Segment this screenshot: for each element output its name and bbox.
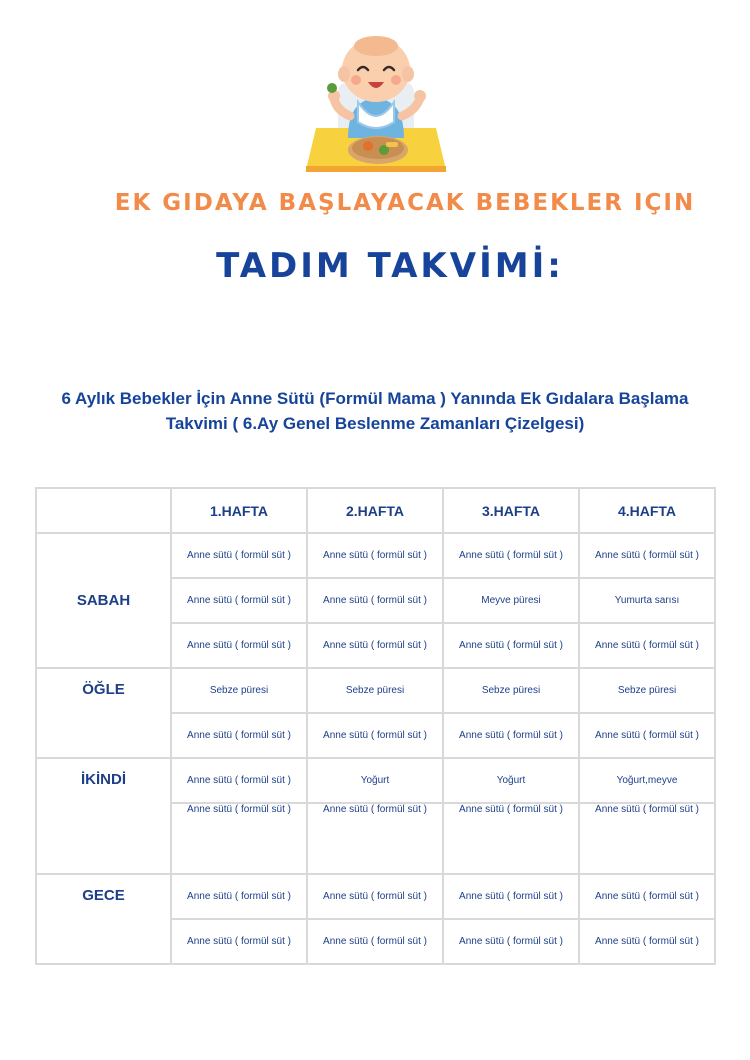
week-header: 3.HAFTA	[443, 488, 579, 533]
table-row	[36, 668, 715, 713]
table-cell: Anne sütü ( formül süt )	[171, 919, 307, 964]
table-cell: Anne sütü ( formül süt )	[171, 803, 307, 874]
table-cell: Anne sütü ( formül süt )	[579, 533, 715, 578]
table-header-row	[36, 488, 715, 533]
table-cell: Anne sütü ( formül süt )	[307, 713, 443, 758]
period-cell-ogle	[36, 668, 171, 758]
baby-eating-illustration	[298, 30, 454, 176]
table-cell: Anne sütü ( formül süt )	[307, 919, 443, 964]
schedule-table	[35, 487, 716, 965]
table-cell: Anne sütü ( formül süt )	[171, 533, 307, 578]
table-row	[36, 758, 715, 803]
table-cell: Sebze püresi	[307, 668, 443, 713]
table-cell: Anne sütü ( formül süt )	[443, 803, 579, 874]
week-header: 2.HAFTA	[307, 488, 443, 533]
table-cell: Sebze püresi	[171, 668, 307, 713]
table-row	[36, 533, 715, 578]
table-cell: Anne sütü ( formül süt )	[307, 874, 443, 919]
table-cell: Anne sütü ( formül süt )	[171, 713, 307, 758]
table-cell: Anne sütü ( formül süt )	[579, 623, 715, 668]
table-cell: Anne sütü ( formül süt )	[171, 623, 307, 668]
subtitle-line-1: 6 Aylık Bebekler İçin Anne Sütü (Formül Mama ) Yanında Ek Gıdalara Başlama	[61, 389, 689, 408]
table-cell: Anne sütü ( formül süt )	[307, 803, 443, 874]
table-cell: Yoğurt	[307, 758, 443, 803]
page-title: TADIM TAKVİMİ:	[216, 246, 564, 286]
table-cell: Sebze püresi	[579, 668, 715, 713]
table-cell: Meyve püresi	[443, 578, 579, 623]
period-label: İKİNDİ	[81, 771, 126, 788]
table-cell: Yumurta sarısı	[579, 578, 715, 623]
table-cell: Yoğurt	[443, 758, 579, 803]
table-cell: Anne sütü ( formül süt )	[443, 713, 579, 758]
table-cell: Anne sütü ( formül süt )	[443, 874, 579, 919]
period-label: ÖĞLE	[82, 681, 125, 698]
table-cell: Anne sütü ( formül süt )	[307, 578, 443, 623]
table-cell: Anne sütü ( formül süt )	[171, 874, 307, 919]
table-cell: Anne sütü ( formül süt )	[443, 623, 579, 668]
table-cell: Anne sütü ( formül süt )	[579, 713, 715, 758]
table-cell: Anne sütü ( formül süt )	[443, 533, 579, 578]
week-header: 4.HAFTA	[579, 488, 715, 533]
subtitle	[40, 386, 710, 436]
period-cell-sabah	[36, 533, 171, 668]
period-cell-ikindi	[36, 758, 171, 874]
table-cell: Anne sütü ( formül süt )	[579, 874, 715, 919]
period-label: SABAH	[76, 592, 131, 609]
table-row	[36, 874, 715, 919]
headline: EK GIDAYA BAŞLAYACAK BEBEKLER IÇIN	[114, 190, 696, 216]
table-cell: Anne sütü ( formül süt )	[579, 919, 715, 964]
period-cell-gece	[36, 874, 171, 964]
week-header: 1.HAFTA	[171, 488, 307, 533]
table-cell: Anne sütü ( formül süt )	[307, 533, 443, 578]
table-cell: Anne sütü ( formül süt )	[171, 758, 307, 803]
table-cell: Sebze püresi	[443, 668, 579, 713]
period-label: GECE	[82, 887, 125, 904]
corner-cell	[36, 488, 171, 533]
table-cell: Anne sütü ( formül süt )	[443, 919, 579, 964]
table-cell: Yoğurt,meyve	[579, 758, 715, 803]
table-cell: Anne sütü ( formül süt )	[307, 623, 443, 668]
subtitle-line-2: Takvimi ( 6.Ay Genel Beslenme Zamanları Çizelgesi)	[165, 414, 585, 433]
table-cell: Anne sütü ( formül süt )	[171, 578, 307, 623]
table-cell: Anne sütü ( formül süt )	[579, 803, 715, 874]
